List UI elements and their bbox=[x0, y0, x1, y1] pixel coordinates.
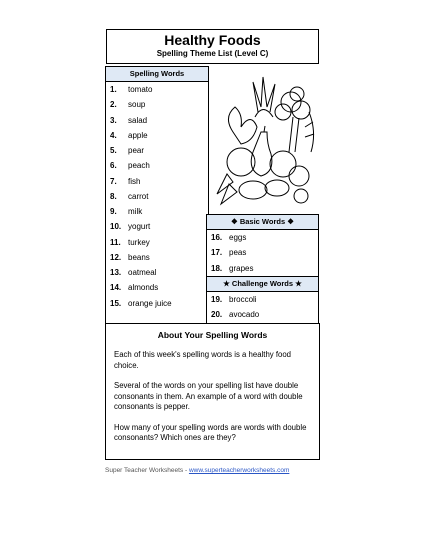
word-row bbox=[207, 292, 318, 307]
word-row bbox=[106, 82, 208, 97]
word-row bbox=[106, 219, 208, 234]
word-text: milk bbox=[128, 207, 143, 216]
word-number: 8. bbox=[110, 191, 117, 201]
word-number: 13. bbox=[110, 268, 122, 277]
word-row bbox=[106, 128, 208, 143]
word-text: broccoli bbox=[229, 294, 257, 304]
word-number: 20. bbox=[211, 310, 223, 319]
word-text: carrot bbox=[128, 191, 149, 201]
word-number: 11. bbox=[110, 237, 121, 247]
spelling-words-header: Spelling Words bbox=[106, 67, 208, 82]
about-paragraph-1: Each of this week's spelling words is a healthy food choice. bbox=[114, 350, 292, 370]
spelling-words-box bbox=[105, 66, 209, 342]
word-number: 18. bbox=[211, 263, 223, 273]
word-text: fish bbox=[128, 176, 141, 186]
word-text: oatmeal bbox=[128, 268, 157, 277]
about-paragraph-3: How many of your spelling words are words with double consonants? Which ones are they? bbox=[114, 422, 307, 442]
challenge-words-list bbox=[207, 292, 318, 323]
about-paragraph-2: Several of the words on your spelling list have double consonants in them. An example of a word with double consonants is pepper. bbox=[114, 381, 303, 411]
page-title: Healthy Foods bbox=[164, 32, 261, 48]
word-row bbox=[207, 230, 318, 245]
spelling-words-list bbox=[106, 82, 208, 311]
word-row bbox=[106, 113, 208, 128]
word-text: salad bbox=[128, 115, 148, 125]
word-row bbox=[106, 158, 208, 173]
word-number: 6. bbox=[110, 161, 117, 171]
word-number: 17. bbox=[211, 248, 223, 258]
word-text: pear bbox=[128, 146, 145, 155]
footer-text: Super Teacher Worksheets - bbox=[105, 467, 189, 474]
word-text: grapes bbox=[229, 263, 254, 273]
footer-link[interactable]: www.superteacherworksheets.com bbox=[188, 467, 290, 474]
word-text: apple bbox=[128, 130, 148, 140]
word-number: 15. bbox=[110, 298, 122, 308]
word-text: almonds bbox=[128, 283, 159, 293]
word-row bbox=[207, 261, 318, 276]
word-number: 7. bbox=[110, 176, 117, 186]
word-number: 16. bbox=[211, 233, 223, 242]
word-number: 12. bbox=[110, 252, 122, 262]
word-row bbox=[106, 265, 208, 280]
word-text: turkey bbox=[128, 237, 150, 247]
word-text: tomato bbox=[128, 85, 153, 94]
word-text: beans bbox=[128, 252, 150, 262]
word-number: 1. bbox=[110, 85, 117, 94]
word-number: 10. bbox=[110, 222, 122, 232]
word-row bbox=[106, 174, 208, 189]
word-row bbox=[106, 143, 208, 158]
word-row bbox=[106, 189, 208, 204]
word-number: 5. bbox=[110, 146, 117, 155]
word-row bbox=[106, 235, 208, 250]
word-number: 9. bbox=[110, 207, 117, 216]
word-number: 3. bbox=[110, 115, 117, 125]
word-row bbox=[106, 280, 208, 295]
word-text: yogurt bbox=[128, 222, 151, 232]
word-number: 2. bbox=[110, 100, 117, 110]
basic-words-list bbox=[207, 230, 318, 276]
word-text: peas bbox=[229, 248, 247, 258]
word-row bbox=[106, 250, 208, 265]
footer bbox=[105, 467, 289, 474]
word-number: 19. bbox=[211, 294, 223, 304]
challenge-words-header: ★ Challenge Words ★ bbox=[207, 276, 318, 292]
word-number: 4. bbox=[110, 130, 117, 140]
word-text: eggs bbox=[229, 233, 247, 242]
word-row bbox=[207, 245, 318, 260]
page-subtitle: Spelling Theme List (Level C) bbox=[156, 49, 269, 58]
word-text: orange juice bbox=[128, 298, 172, 308]
basic-words-header: ❖ Basic Words ❖ bbox=[207, 215, 318, 230]
healthy-foods-illustration bbox=[213, 72, 319, 210]
word-text: avocado bbox=[229, 310, 260, 319]
word-row bbox=[106, 204, 208, 219]
word-row bbox=[106, 296, 208, 311]
word-text: soup bbox=[128, 100, 146, 110]
about-title: About Your Spelling Words bbox=[157, 330, 268, 340]
word-row bbox=[106, 97, 208, 112]
word-number: 14. bbox=[110, 283, 122, 293]
word-text: peach bbox=[128, 161, 150, 171]
word-row bbox=[207, 307, 318, 322]
title-box bbox=[106, 29, 319, 64]
about-box bbox=[105, 323, 320, 460]
